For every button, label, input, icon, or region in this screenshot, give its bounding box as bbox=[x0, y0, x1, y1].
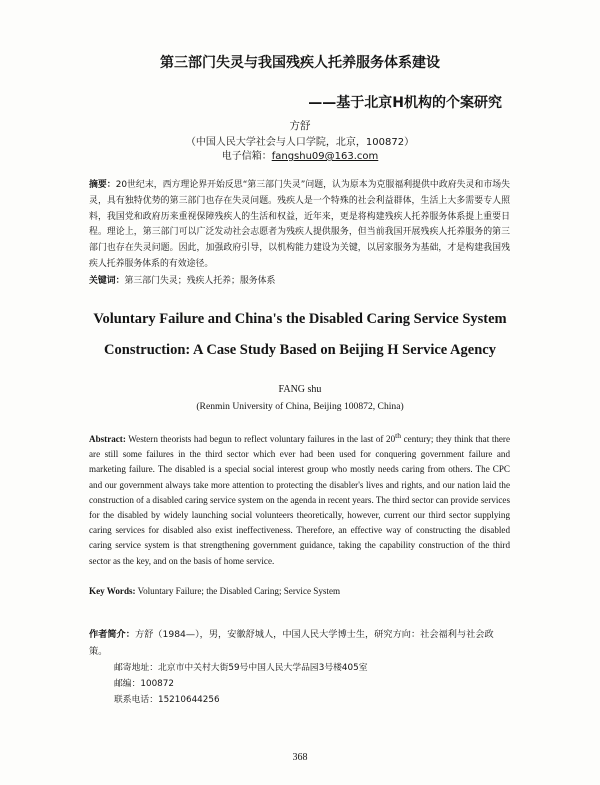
chinese-author: 方舒 bbox=[289, 120, 311, 132]
english-abstract-superscript: th bbox=[395, 431, 402, 440]
chinese-keywords-text: 第三部门失灵；残疾人托养；服务体系 bbox=[124, 276, 276, 286]
chinese-keywords bbox=[89, 273, 510, 286]
english-abstract-text-end: century; they think that there are still some failures in the third sector which ever had been used for conquering government failure and marketing failure. The disabled is a special social interest group who mostly needs caring from others. The CPC and our government always take more attention to protecting the disabler's lives and rights, and our nation laid the construction of a disabled caring service system on the agenda in recent years. The third sector can provide services for the disabled by widely launching social volunteers theoretically, however, current our third sector supplying caring services for disabled also exist ineffectiveness. Therefore, an effective way of constructing the disabled caring service system is that strengthening government guidance, taking the capability construction of the third sector as the key, and on the basis of home service. bbox=[89, 434, 510, 566]
mailing-address: 邮寄地址：北京市中关村大街59号中国人民大学品园3号楼405室 bbox=[114, 663, 368, 673]
english-title-line-2: Construction: A Case Study Based on Beijing H Service Agency bbox=[104, 342, 496, 358]
author-bio bbox=[89, 626, 510, 660]
chinese-title: 第三部门失灵与我国残疾人托养服务体系建设 bbox=[160, 55, 440, 71]
phone-number: 联系电话：15210644256 bbox=[114, 695, 220, 705]
email-line bbox=[0, 147, 600, 162]
english-keywords-text: Voluntary Failure; the Disabled Caring; Service System bbox=[135, 586, 341, 596]
email-label: 电子信箱： bbox=[221, 151, 272, 162]
english-affiliation: (Renmin University of China, Beijing 100872, China) bbox=[196, 401, 404, 412]
english-keywords bbox=[89, 586, 510, 596]
english-keywords-label: Key Words: bbox=[89, 586, 136, 596]
english-abstract bbox=[89, 428, 510, 569]
chinese-abstract bbox=[89, 178, 510, 273]
english-abstract-label: Abstract: bbox=[89, 434, 126, 445]
chinese-affiliation: （中国人民大学社会与人口学院，北京，100872） bbox=[185, 137, 415, 148]
chinese-abstract-text: 20世纪末，西方理论界开始反思“第三部门失灵”问题，认为原本为克服福利提供中政府失灵和市场失灵，具有独特优势的第三部门也存在失灵问题。残疾人是一个特殊的社会利益群体，生活上大多需要专人照料，我国党和政府历来重视保障残疾人的生活和权益，近年来，更是将构建残疾人托养服务体系提上重要日程。理论上，第三部门可以广泛发动社会志愿者为残疾人提供服务，但当前我国开展残疾人托养服务的第三部门也存在失灵问题。因此，加强政府引导，以机构能力建设为关键，以居家服务为基础，才是构建我国残疾人托养服务体系的有效途径。 bbox=[89, 180, 511, 269]
author-bio-label: 作者简介： bbox=[89, 629, 135, 640]
chinese-abstract-label: 摘要： bbox=[89, 180, 116, 190]
postcode: 邮编：100872 bbox=[114, 679, 174, 689]
email-link[interactable]: fangshu09@163.com bbox=[271, 151, 379, 162]
author-bio-text: 方舒（1984—），男，安徽舒城人，中国人民大学博士生，研究方向：社会福利与社会政策。 bbox=[89, 629, 494, 657]
page-number: 368 bbox=[292, 752, 308, 763]
chinese-keywords-label: 关键词： bbox=[89, 276, 125, 286]
english-title-line-1: Voluntary Failure and China's the Disabled Caring Service System bbox=[93, 311, 507, 327]
chinese-subtitle: ——基于北京H机构的个案研究 bbox=[308, 95, 502, 111]
english-author: FANG shu bbox=[278, 384, 322, 395]
english-abstract-text-start: Western theorists had begun to reflect voluntary failures in the last of 20 bbox=[125, 434, 396, 445]
